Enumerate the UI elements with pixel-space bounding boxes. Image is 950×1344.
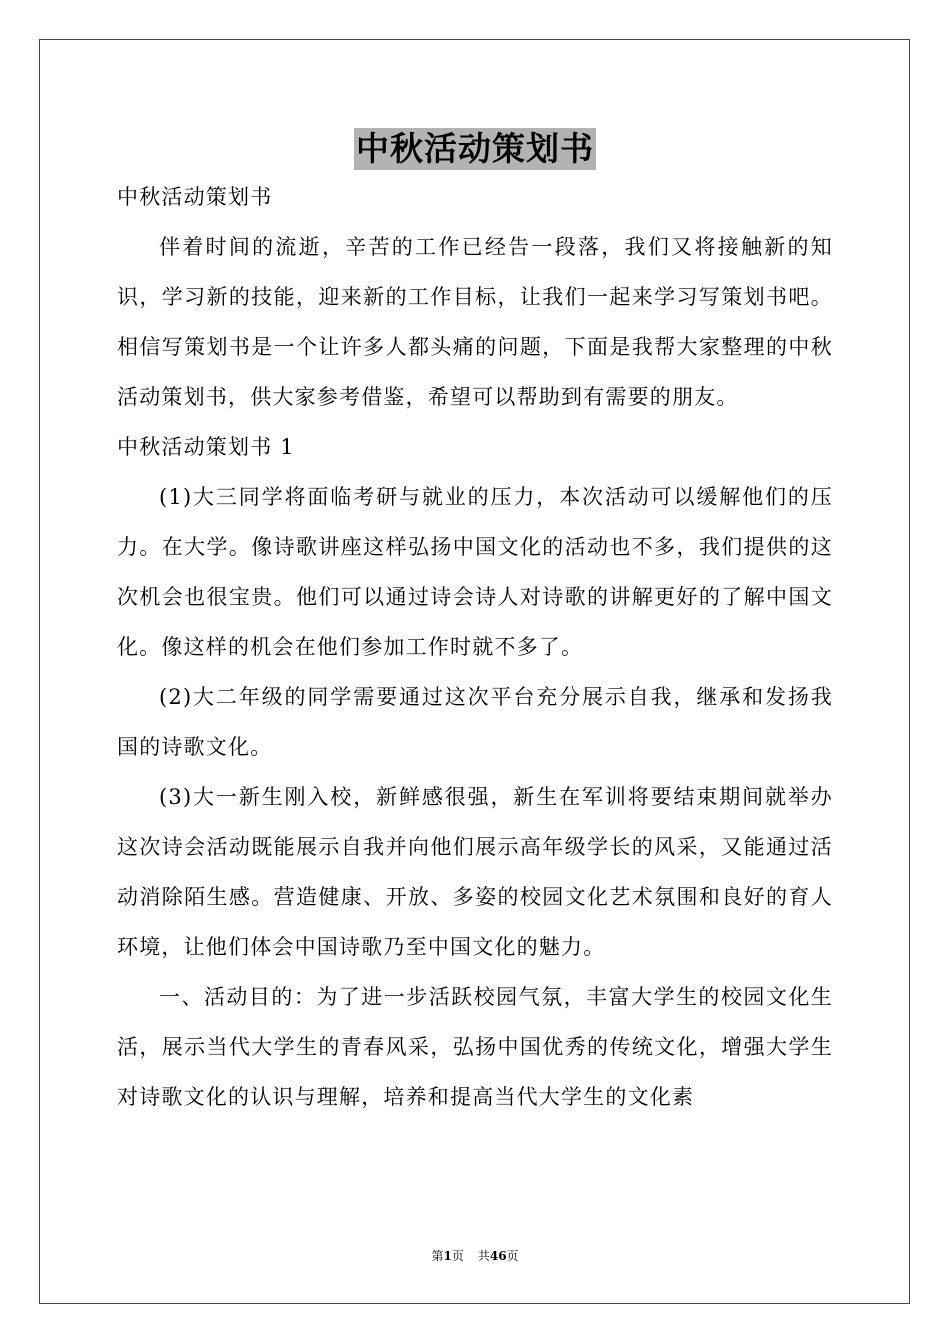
page-label-suffix: 页 bbox=[451, 1249, 464, 1263]
total-pages: 46 bbox=[489, 1249, 507, 1263]
paragraph-purpose: 一、活动目的：为了进一步活跃校园气氛，丰富大学生的校园文化生活，展示当代大学生的青春风采，弘扬中国优秀的传统文化，增强大学生对诗歌文化的认识与理解，培养和提高当代大学生的文化素 bbox=[117, 985, 833, 1109]
page-label-prefix: 第 bbox=[431, 1249, 444, 1263]
paragraph-item-2: (2)大二年级的同学需要通过这次平台充分展示自我，继承和发扬我国的诗歌文化。 bbox=[117, 685, 833, 759]
paragraph-item-3: (3)大一新生刚入校，新鲜感很强，新生在军训将要结束期间就举办这次诗会活动既能展示自我并向他们展示高年级学长的风采，又能通过活动消除陌生感。营造健康、开放、多姿的校园文化艺术氛围和良好的育人环境，让他们体会中国诗歌乃至中国文化的魅力。 bbox=[117, 785, 833, 959]
title-container bbox=[0, 128, 950, 170]
document-title: 中秋活动策划书 bbox=[356, 129, 594, 168]
total-label-suffix: 页 bbox=[506, 1249, 519, 1263]
paragraph-subtitle: 中秋活动策划书 bbox=[117, 185, 273, 209]
paragraph-section-heading: 中秋活动策划书 1 bbox=[117, 435, 295, 459]
page-number: 1 bbox=[443, 1249, 452, 1263]
paragraph-item-1: (1)大三同学将面临考研与就业的压力，本次活动可以缓解他们的压力。在大学。像诗歌讲座这样弘扬中国文化的活动也不多，我们提供的这次机会也很宝贵。他们可以通过诗会诗人对诗歌的讲解更好的了解中国文化。像这样的机会在他们参加工作时就不多了。 bbox=[117, 485, 833, 659]
paragraph-intro: 伴着时间的流逝，辛苦的工作已经告一段落，我们又将接触新的知识，学习新的技能，迎来新的工作目标，让我们一起来学习写策划书吧。相信写策划书是一个让许多人都头痛的问题，下面是我帮大家整理的中秋活动策划书，供大家参考借鉴，希望可以帮助到有需要的朋友。 bbox=[117, 235, 833, 409]
page-footer bbox=[0, 1248, 950, 1264]
total-label-prefix: 共 bbox=[477, 1249, 490, 1263]
document-body bbox=[117, 172, 833, 1122]
